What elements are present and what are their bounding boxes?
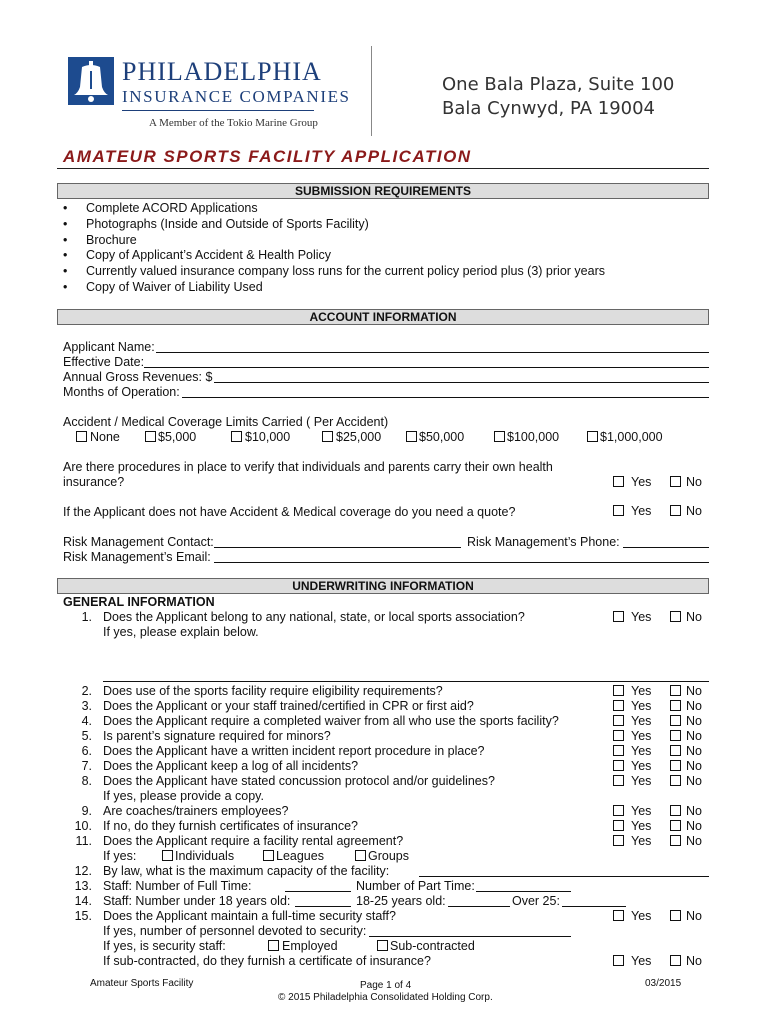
limit-50000-checkbox[interactable] <box>406 431 417 442</box>
q2-yes-checkbox[interactable] <box>613 685 624 696</box>
effective-date-field[interactable] <box>144 356 709 368</box>
q7-no-checkbox[interactable] <box>670 760 681 771</box>
footer-form-name: Amateur Sports Facility <box>90 978 194 989</box>
question-number: 6. <box>81 744 92 758</box>
no-label: No <box>686 504 702 518</box>
company-name: PHILADELPHIA <box>122 57 322 86</box>
max-capacity-field[interactable] <box>419 865 709 877</box>
question-10: If no, do they furnish certificates of insurance? <box>103 819 358 833</box>
form-title: AMATEUR SPORTS FACILITY APPLICATION <box>63 147 472 166</box>
q3-no-checkbox[interactable] <box>670 700 681 711</box>
security-personnel-field[interactable] <box>369 925 571 937</box>
procedures-question-cont: insurance? <box>63 475 125 489</box>
limit-100000-label: $100,000 <box>507 430 560 444</box>
no-label: No <box>686 714 702 728</box>
question-1: Does the Applicant belong to any national, state, or local sports association? <box>103 610 525 624</box>
yes-label: Yes <box>631 714 652 728</box>
limit-1000000-label: $1,000,000 <box>600 430 663 444</box>
address-line-2: Bala Cynwyd, PA 19004 <box>442 98 656 119</box>
section-account-information: ACCOUNT INFORMATION <box>57 309 709 325</box>
q9-yes-checkbox[interactable] <box>613 805 624 816</box>
yes-label: Yes <box>631 475 652 489</box>
risk-email-field[interactable] <box>214 551 709 563</box>
q8-yes-checkbox[interactable] <box>613 775 624 786</box>
question-12: By law, what is the maximum capacity of the facility: <box>103 864 390 878</box>
q11-yes-checkbox[interactable] <box>613 835 624 846</box>
risk-contact-field[interactable] <box>214 536 461 548</box>
member-line: A Member of the Tokio Marine Group <box>149 117 318 129</box>
liberty-bell-icon <box>68 57 114 105</box>
age-18-25-label: 18-25 years old: <box>356 894 446 908</box>
q11-ifyes-label: If yes: <box>103 849 137 863</box>
question-number: 5. <box>81 729 92 743</box>
title-rule <box>57 168 709 169</box>
question-7: Does the Applicant keep a log of all incidents? <box>103 759 359 773</box>
risk-contact-label: Risk Management Contact: <box>63 535 214 549</box>
limit-1000000-checkbox[interactable] <box>587 431 598 442</box>
general-info-heading: GENERAL INFORMATION <box>63 595 215 609</box>
effective-date-label: Effective Date: <box>63 355 145 369</box>
over-25-label: Over 25: <box>512 894 560 908</box>
question-number: 8. <box>81 774 92 788</box>
no-label: No <box>686 744 702 758</box>
question-11: Does the Applicant require a facility rental agreement? <box>103 834 404 848</box>
q15-personnel-label: If yes, number of personnel devoted to security: <box>103 924 367 938</box>
question-8-sub: If yes, please provide a copy. <box>103 789 264 803</box>
q3-yes-checkbox[interactable] <box>613 700 624 711</box>
question-1-sub: If yes, please explain below. <box>103 625 259 639</box>
q11-individuals-checkbox[interactable] <box>162 850 173 861</box>
q11-groups-checkbox[interactable] <box>355 850 366 861</box>
quote-question: If the Applicant does not have Accident & Medical coverage do you need a quote? <box>63 505 516 519</box>
list-item: • Brochure <box>60 233 605 249</box>
no-label: No <box>686 954 702 968</box>
q1-explain-field[interactable] <box>103 670 709 682</box>
question-number: 1. <box>81 610 92 624</box>
footer-date: 03/2015 <box>645 978 682 989</box>
q6-yes-checkbox[interactable] <box>613 745 624 756</box>
limits-label: Accident / Medical Coverage Limits Carried ( Per Accident) <box>63 415 389 429</box>
question-14: Staff: Number under 18 years old: <box>103 894 291 908</box>
no-label: No <box>686 699 702 713</box>
limit-25000-label: $25,000 <box>336 430 382 444</box>
question-5: Is parent’s signature required for minors? <box>103 729 331 743</box>
limit-50000-label: $50,000 <box>419 430 465 444</box>
q5-yes-checkbox[interactable] <box>613 730 624 741</box>
no-label: No <box>686 684 702 698</box>
yes-label: Yes <box>631 774 652 788</box>
footer-page-number: Page 1 of 4 <box>360 980 412 991</box>
no-label: No <box>686 774 702 788</box>
question-15: Does the Applicant maintain a full-time security staff? <box>103 909 396 923</box>
yes-label: Yes <box>631 684 652 698</box>
over-25-field[interactable] <box>562 895 626 907</box>
procedures-question: Are there procedures in place to verify that individuals and parents carry their own health <box>63 460 553 474</box>
q10-no-checkbox[interactable] <box>670 820 681 831</box>
q15-employed-checkbox[interactable] <box>268 940 279 951</box>
q1-yes-checkbox[interactable] <box>613 611 624 622</box>
question-8: Does the Applicant have stated concussion protocol and/or guidelines? <box>103 774 495 788</box>
question-6: Does the Applicant have a written incident report procedure in place? <box>103 744 485 758</box>
q11-individuals-label: Individuals <box>175 849 235 863</box>
question-number: 10. <box>74 819 92 833</box>
applicant-name-label: Applicant Name: <box>63 340 155 354</box>
yes-label: Yes <box>631 610 652 624</box>
no-label: No <box>686 804 702 818</box>
q1-no-checkbox[interactable] <box>670 611 681 622</box>
annual-gross-field[interactable] <box>214 371 709 383</box>
no-label: No <box>686 819 702 833</box>
limit-10000-checkbox[interactable] <box>231 431 242 442</box>
limit-none-checkbox[interactable] <box>76 431 87 442</box>
question-9: Are coaches/trainers employees? <box>103 804 289 818</box>
risk-phone-label: Risk Management’s Phone: <box>467 535 620 549</box>
yes-label: Yes <box>631 504 652 518</box>
no-label: No <box>686 610 702 624</box>
question-number: 12. <box>74 864 92 878</box>
q8-no-checkbox[interactable] <box>670 775 681 786</box>
q15-cert-no-checkbox[interactable] <box>670 955 681 966</box>
section-underwriting-information: UNDERWRITING INFORMATION <box>57 578 709 594</box>
limit-none-label: None <box>90 430 120 444</box>
no-label: No <box>686 909 702 923</box>
q9-no-checkbox[interactable] <box>670 805 681 816</box>
yes-label: Yes <box>631 699 652 713</box>
section-submission-requirements: SUBMISSION REQUIREMENTS <box>57 183 709 199</box>
list-item: • Complete ACORD Applications <box>60 201 605 217</box>
q15-no-checkbox[interactable] <box>670 910 681 921</box>
yes-label: Yes <box>631 804 652 818</box>
question-number: 2. <box>81 684 92 698</box>
question-13: Staff: Number of Full Time: <box>103 879 252 893</box>
q7-yes-checkbox[interactable] <box>613 760 624 771</box>
list-item: • Copy of Waiver of Liability Used <box>60 280 605 296</box>
q6-no-checkbox[interactable] <box>670 745 681 756</box>
full-time-field[interactable] <box>285 880 351 892</box>
question-4: Does the Applicant require a completed waiver from all who use the sports facility? <box>103 714 559 728</box>
q4-no-checkbox[interactable] <box>670 715 681 726</box>
question-number: 9. <box>81 804 92 818</box>
question-number: 7. <box>81 759 92 773</box>
question-number: 15. <box>74 909 92 923</box>
company-subtitle: INSURANCE COMPANIES <box>122 87 351 106</box>
question-number: 3. <box>81 699 92 713</box>
part-time-label: Number of Part Time: <box>356 879 475 893</box>
question-number: 14. <box>74 894 92 908</box>
limit-25000-checkbox[interactable] <box>322 431 333 442</box>
yes-label: Yes <box>631 744 652 758</box>
no-label: No <box>686 834 702 848</box>
yes-label: Yes <box>631 759 652 773</box>
no-label: No <box>686 759 702 773</box>
q4-yes-checkbox[interactable] <box>613 715 624 726</box>
list-item: • Currently valued insurance company loss runs for the current policy period plus (3) prior years <box>60 264 605 280</box>
question-number: 11. <box>75 834 92 848</box>
q15-cert-yes-checkbox[interactable] <box>613 955 624 966</box>
q5-no-checkbox[interactable] <box>670 730 681 741</box>
limit-10000-label: $10,000 <box>245 430 291 444</box>
q15-certificate-question: If sub-contracted, do they furnish a certificate of insurance? <box>103 954 431 968</box>
limit-5000-label: $5,000 <box>158 430 197 444</box>
q15-security-type-label: If yes, is security staff: <box>103 939 226 953</box>
risk-phone-field[interactable] <box>623 536 709 548</box>
yes-label: Yes <box>631 834 652 848</box>
q15-subcontracted-checkbox[interactable] <box>377 940 388 951</box>
footer-copyright: © 2015 Philadelphia Consolidated Holding Corp. <box>278 992 493 1003</box>
q15-subcontracted-label: Sub-contracted <box>390 939 475 953</box>
logo-divider <box>122 110 314 111</box>
yes-label: Yes <box>631 909 652 923</box>
question-number: 13. <box>74 879 92 893</box>
q11-leagues-label: Leagues <box>276 849 324 863</box>
q15-employed-label: Employed <box>282 939 338 953</box>
quote-yes-checkbox[interactable] <box>613 505 624 516</box>
list-item: • Photographs (Inside and Outside of Sports Facility) <box>60 217 605 233</box>
question-number: 4. <box>81 714 92 728</box>
months-label: Months of Operation: <box>63 385 180 399</box>
header-divider <box>371 46 372 136</box>
company-logo <box>68 57 114 105</box>
annual-gross-label: Annual Gross Revenues: $ <box>63 370 213 384</box>
question-2: Does use of the sports facility require eligibility requirements? <box>103 684 443 698</box>
q11-no-checkbox[interactable] <box>670 835 681 846</box>
age-18-25-field[interactable] <box>448 895 510 907</box>
yes-label: Yes <box>631 819 652 833</box>
question-3: Does the Applicant or your staff trained/certified in CPR or first aid? <box>103 699 474 713</box>
limit-5000-checkbox[interactable] <box>145 431 156 442</box>
q11-leagues-checkbox[interactable] <box>263 850 274 861</box>
yes-label: Yes <box>631 729 652 743</box>
submission-list <box>60 201 605 296</box>
procedures-yes-checkbox[interactable] <box>613 476 624 487</box>
yes-label: Yes <box>631 954 652 968</box>
q10-yes-checkbox[interactable] <box>613 820 624 831</box>
q15-yes-checkbox[interactable] <box>613 910 624 921</box>
q11-groups-label: Groups <box>368 849 409 863</box>
quote-no-checkbox[interactable] <box>670 505 681 516</box>
months-field[interactable] <box>182 386 709 398</box>
applicant-name-field[interactable] <box>156 341 709 353</box>
under-18-field[interactable] <box>295 895 351 907</box>
risk-email-label: Risk Management’s Email: <box>63 550 211 564</box>
part-time-field[interactable] <box>476 880 571 892</box>
list-item: • Copy of Applicant’s Accident & Health Policy <box>60 248 605 264</box>
q2-no-checkbox[interactable] <box>670 685 681 696</box>
address-line-1: One Bala Plaza, Suite 100 <box>442 74 675 95</box>
no-label: No <box>686 475 702 489</box>
limit-100000-checkbox[interactable] <box>494 431 505 442</box>
procedures-no-checkbox[interactable] <box>670 476 681 487</box>
no-label: No <box>686 729 702 743</box>
